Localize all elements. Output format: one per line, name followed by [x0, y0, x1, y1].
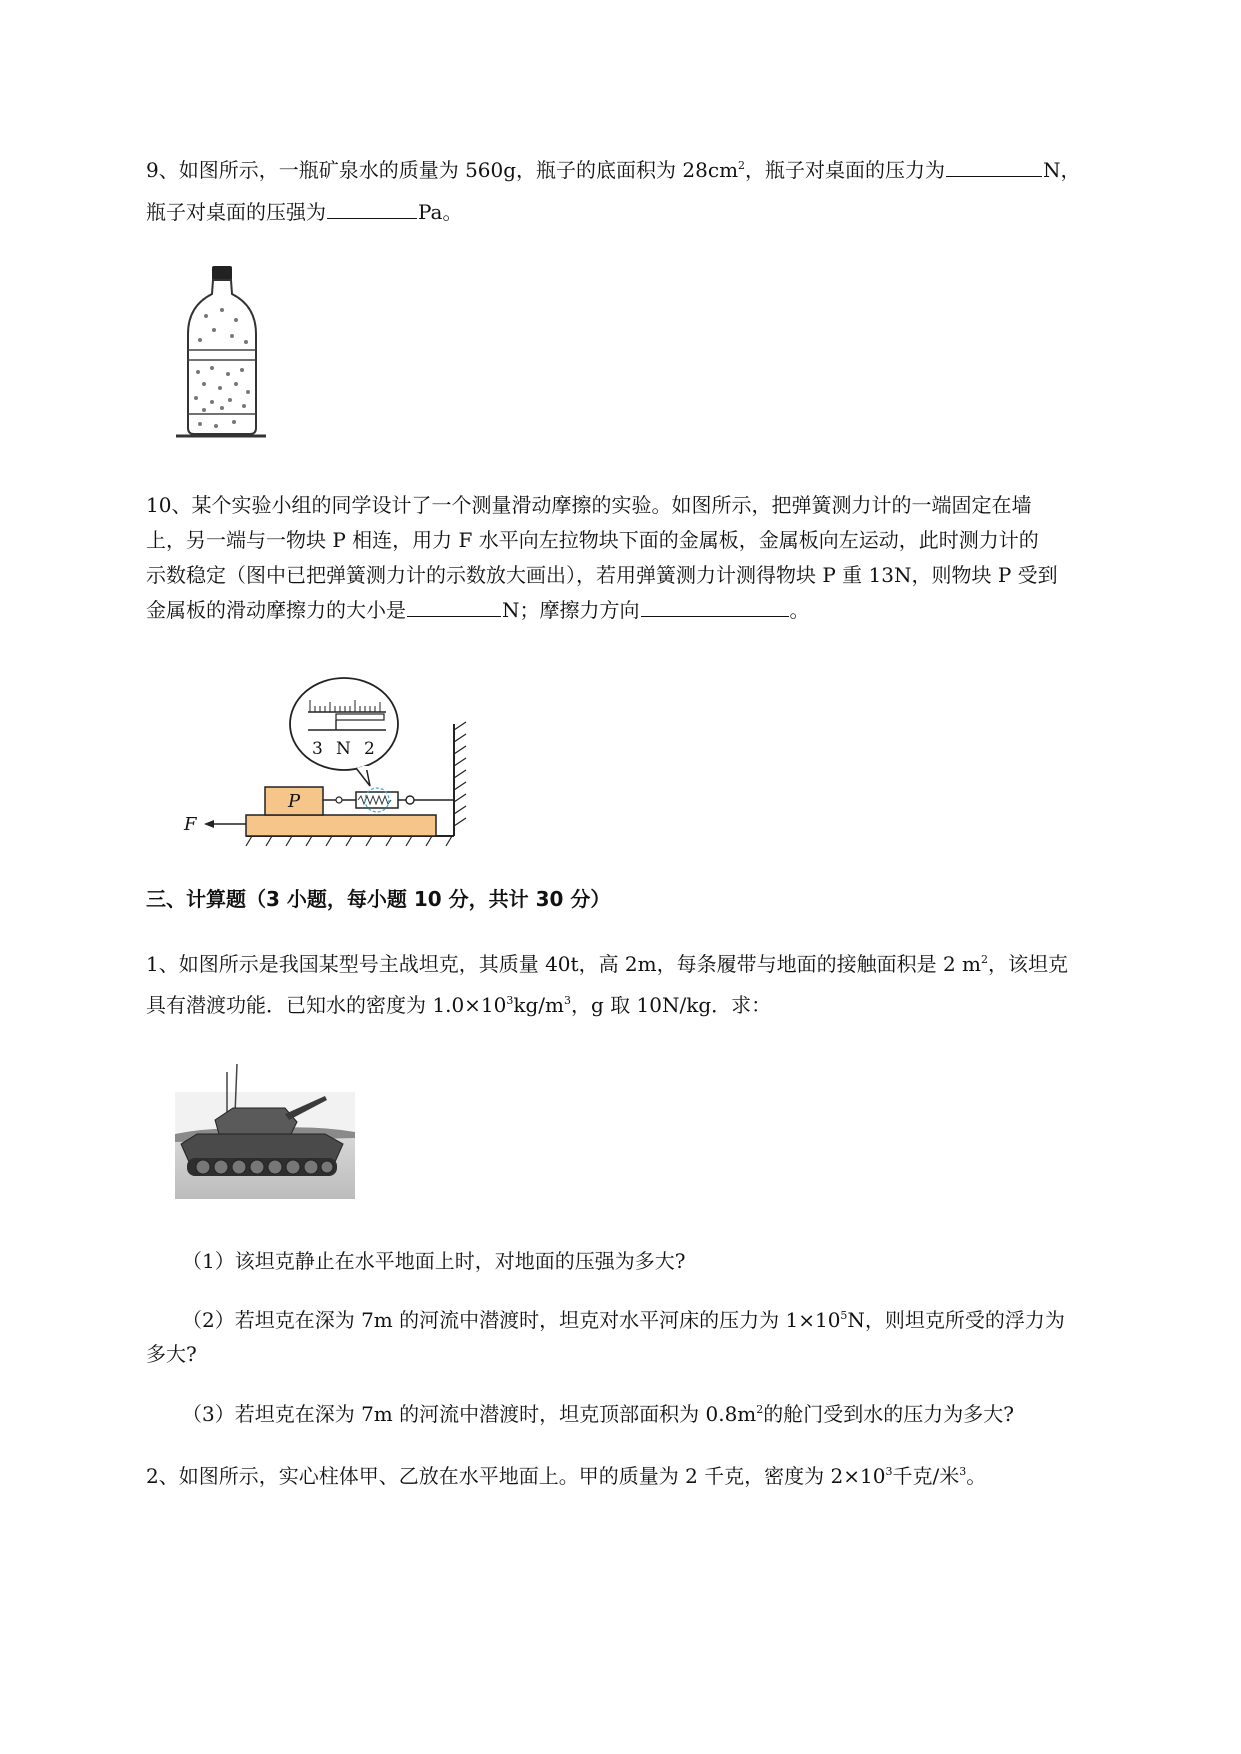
- c1-text: kg/m: [513, 993, 564, 1017]
- superscript: 3: [885, 1465, 893, 1478]
- q9-line-2: [146, 198, 1146, 226]
- superscript: 3: [959, 1465, 967, 1478]
- q10-text: 。: [789, 598, 810, 622]
- scale-label-2: 2: [364, 739, 375, 759]
- q9-text: 瓶子对桌面的压强为: [146, 200, 326, 224]
- superscript: 2: [981, 953, 989, 966]
- q10-text: 金属板的滑动摩擦力的大小是: [146, 598, 406, 622]
- section-heading: 三、计算题（3 小题，每小题 10 分，共计 30 分）: [146, 887, 611, 911]
- q10-line-2: 上，另一端与一物块 P 相连，用力 F 水平向左拉物块下面的金属板，金属板向左运动，此时测力计的: [146, 528, 1039, 552]
- c1-text: 具有潜渡功能．已知水的密度为 1.0×10: [146, 993, 507, 1017]
- c1-part-1: （1）该坦克静止在水平地面上时，对地面的压强为多大?: [182, 1249, 686, 1273]
- superscript: 3: [564, 994, 571, 1007]
- c1-part-2-line-2: 多大?: [146, 1342, 197, 1366]
- answer-blank-force[interactable]: [946, 156, 1042, 177]
- superscript: 5: [840, 1309, 848, 1322]
- superscript: 2: [738, 159, 746, 172]
- c2-text: 2、如图所示，实心柱体甲、乙放在水平地面上。甲的质量为 2 千克，密度为 2×10: [146, 1464, 886, 1488]
- c1-text: （2）若坦克在深为 7m 的河流中潜渡时，坦克对水平河床的压力为 1×10: [182, 1308, 841, 1332]
- scale-label-3: 3: [312, 739, 323, 759]
- c1-text: （3）若坦克在深为 7m 的河流中潜渡时，坦克顶部面积为 0.8m: [182, 1402, 757, 1426]
- water-bottle-figure: [176, 264, 266, 440]
- q9-text: N，: [1043, 158, 1081, 182]
- c1-text: N，则坦克所受的浮力为: [847, 1308, 1065, 1332]
- superscript: 3: [506, 994, 514, 1007]
- q10-line-4: [146, 596, 1146, 624]
- tank-hull-icon: [181, 1134, 343, 1162]
- tank-photo: [175, 1064, 355, 1199]
- c1-line-2: [146, 991, 1146, 1019]
- q9-text: 9、如图所示，一瓶矿泉水的质量为 560g，瓶子的底面积为 28cm: [146, 158, 739, 182]
- q9-line-1: [146, 156, 1146, 184]
- friction-experiment-figure: [176, 676, 476, 850]
- scale-label-unit: N: [336, 739, 351, 759]
- c1-text: ，g 取 10N/kg．求：: [571, 993, 772, 1017]
- answer-blank-friction[interactable]: [407, 596, 501, 617]
- c2-text: 千克/米: [892, 1464, 960, 1488]
- superscript: 2: [756, 1403, 764, 1416]
- c1-text: 的舱门受到水的压力为多大?: [763, 1402, 1014, 1426]
- c2-line-1: [146, 1462, 1146, 1490]
- answer-blank-direction[interactable]: [641, 596, 789, 617]
- block-p-label: P: [287, 791, 301, 812]
- c1-text: 1、如图所示是我国某型号主战坦克，其质量 40t，高 2m，每条履带与地面的接触面积是 2 m: [146, 952, 982, 976]
- answer-blank-pressure[interactable]: [327, 198, 417, 219]
- q10-line-1: 10、某个实验小组的同学设计了一个测量滑动摩擦的实验。如图所示，把弹簧测力计的一端固定在墙: [146, 493, 1032, 517]
- c1-part-2-line-1: [182, 1306, 1182, 1334]
- q9-text: Pa。: [418, 200, 463, 224]
- bottle-cap-icon: [212, 266, 232, 280]
- c1-line-1: [146, 950, 1146, 978]
- c1-part-3: [182, 1400, 1182, 1428]
- c1-text: ，该坦克: [988, 952, 1069, 976]
- bottle-body-icon: [188, 280, 256, 434]
- force-label: F: [184, 814, 197, 835]
- q10-text: N；摩擦力方向: [502, 598, 640, 622]
- metal-plate: [246, 815, 436, 836]
- q10-line-3: 示数稳定（图中已把弹簧测力计的示数放大画出），若用弹簧测力计测得物块 P 重 13N，则物块 P 受到: [146, 563, 1058, 587]
- c2-text: 。: [966, 1464, 987, 1488]
- tank-turret-icon: [215, 1108, 297, 1134]
- q9-text: ，瓶子对桌面的压力为: [745, 158, 946, 182]
